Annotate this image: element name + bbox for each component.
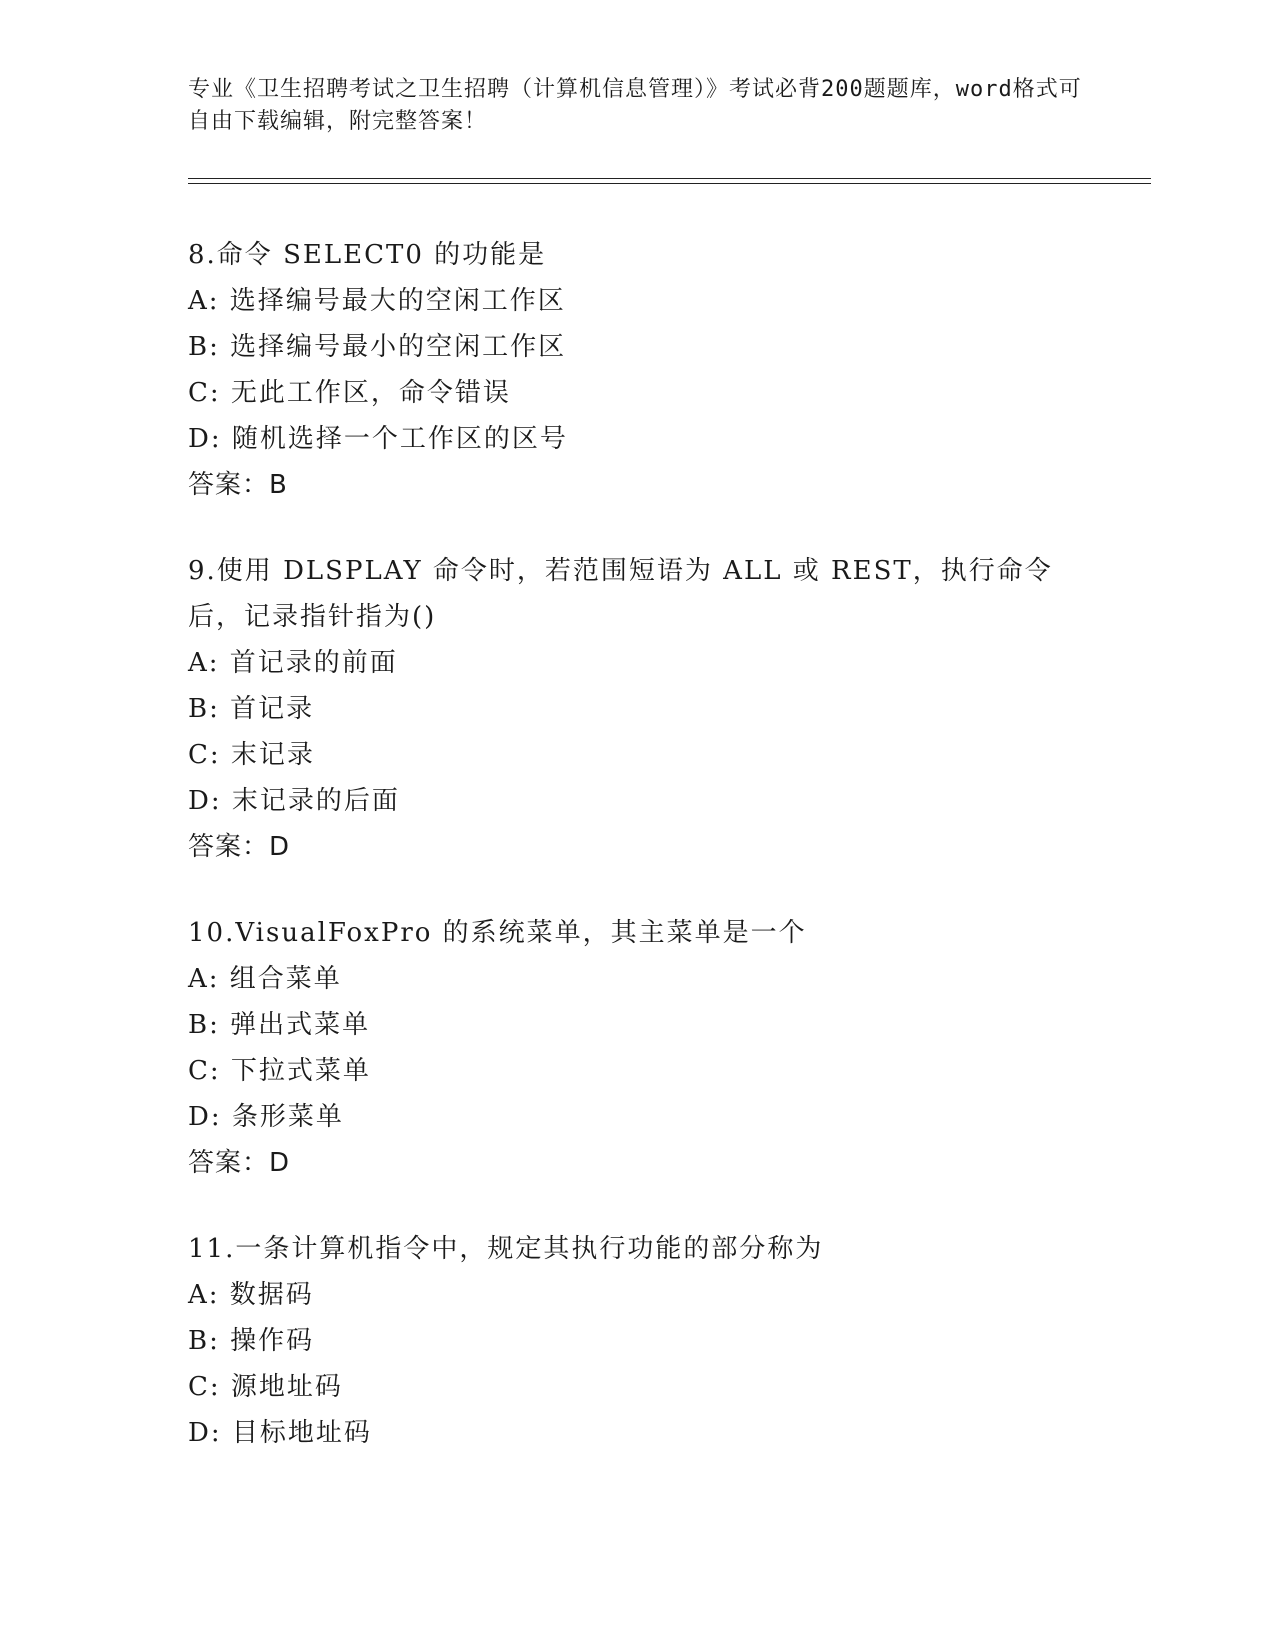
option-d: D: 目标地址码 <box>188 1418 372 1448</box>
question-9 <box>188 548 1088 870</box>
question-stem: 9.使用 DLSPLAY 命令时，若范围短语为 ALL 或 REST，执行命令后，记录指针指为() <box>188 556 1053 632</box>
option-b: B: 选择编号最小的空闲工作区 <box>188 332 567 362</box>
option-b: B: 弹出式菜单 <box>188 1010 371 1040</box>
question-stem: 11.一条计算机指令中，规定其执行功能的部分称为 <box>188 1234 824 1264</box>
option-b: B: 操作码 <box>188 1326 315 1356</box>
header-divider-bottom <box>188 183 1151 184</box>
question-11 <box>188 1226 1088 1456</box>
document-header: 专业《卫生招聘考试之卫生招聘（计算机信息管理）》考试必背200题题库，word格式可自由下载编辑，附完整答案！ <box>188 77 1082 134</box>
option-c: C: 无此工作区，命令错误 <box>188 378 511 408</box>
question-list <box>188 232 1088 1496</box>
option-d: D: 条形菜单 <box>188 1102 344 1132</box>
option-d: D: 末记录的后面 <box>188 786 400 816</box>
question-stem: 10.VisualFoxPro 的系统菜单，其主菜单是一个 <box>188 918 807 948</box>
answer-text: 答案：B <box>188 470 288 500</box>
option-d: D: 随机选择一个工作区的区号 <box>188 424 568 454</box>
header-divider-top <box>188 178 1151 179</box>
answer-text: 答案：D <box>188 1148 291 1178</box>
option-a: A: 首记录的前面 <box>188 648 398 678</box>
option-a: A: 数据码 <box>188 1280 314 1310</box>
answer-text: 答案：D <box>188 832 291 862</box>
option-a: A: 选择编号最大的空闲工作区 <box>188 286 566 316</box>
option-b: B: 首记录 <box>188 694 315 724</box>
option-c: C: 下拉式菜单 <box>188 1056 371 1086</box>
question-10 <box>188 910 1088 1186</box>
question-8 <box>188 232 1088 508</box>
option-a: A: 组合菜单 <box>188 964 342 994</box>
question-stem: 8.命令 SELECT0 的功能是 <box>188 240 547 270</box>
option-c: C: 源地址码 <box>188 1372 343 1402</box>
option-c: C: 末记录 <box>188 740 315 770</box>
